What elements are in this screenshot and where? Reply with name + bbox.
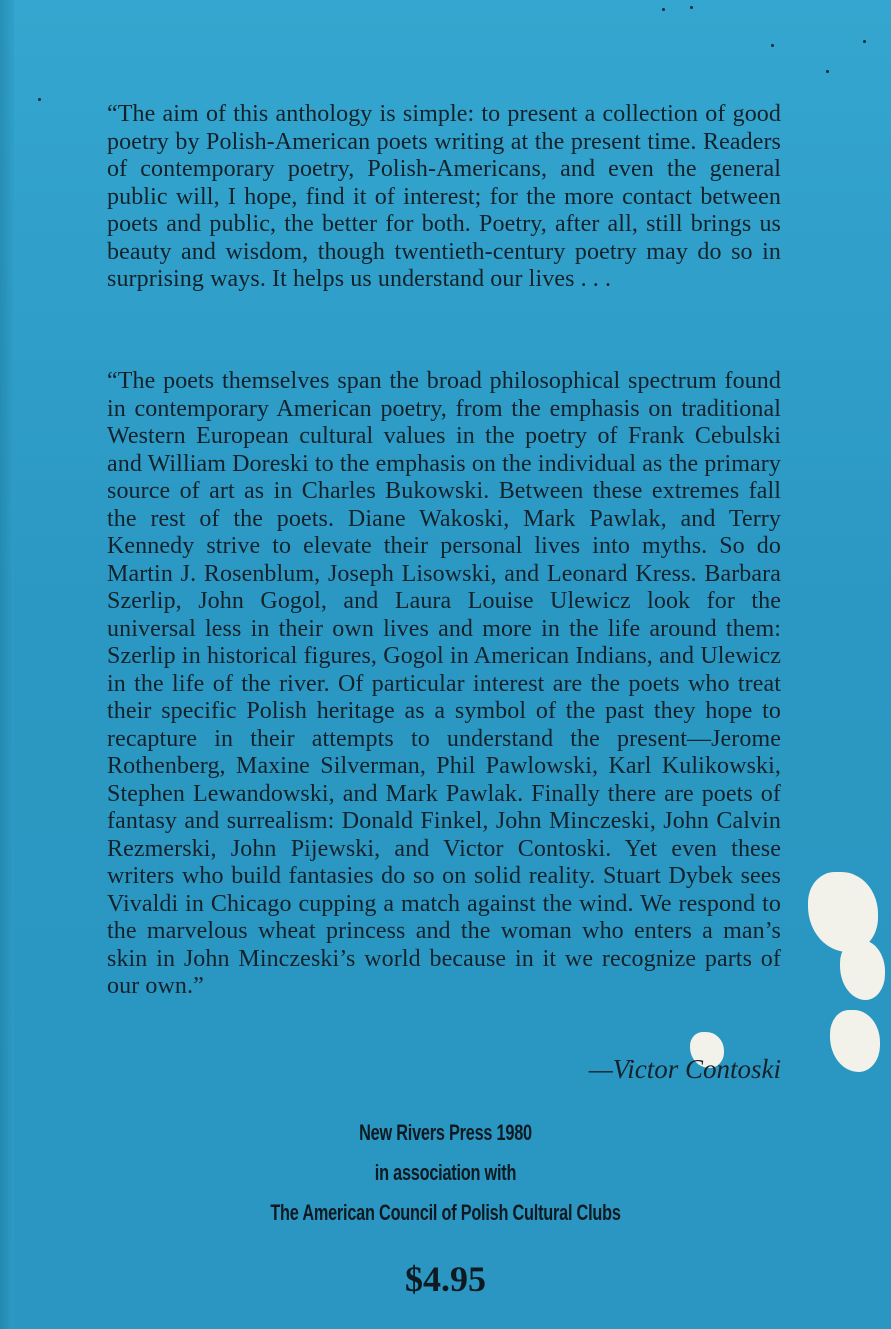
quote-attribution: —Victor Contoski xyxy=(588,1054,781,1084)
dirt-speck xyxy=(662,8,665,11)
quote-paragraph-2: “The poets themselves span the broad philosophical spectrum found in contemporary American poetry, from the emphasis on traditional Western European cultural values in the poetry of Frank Cebulski and William Doreski to the emphasis on the individual as the primary source of art as in Charles Bukowski. Between these extremes fall the rest of the poets. Diane Wakoski, Mark Pawlak, and Terry Kennedy strive to elevate their personal lives into myths. So do Martin J. Rosenblum, Joseph Lisowski, and Leonard Kress. Barbara Szerlip, John Gogol, and Laura Louise Ulewicz look for the universal less in their own lives and more in the life around them: Szerlip in historical figures, Gogol in American Indians, and Ulewicz in the life of the river. Of particular interest are the poets who treat their specific Polish heritage as a symbol of the past they hope to recapture in their attempts to understand the present—Jerome Rothenberg, Maxine Silverman, Phil Pawlowski, Karl Kulikowski, Stephen Lewandowski, and Mark Pawlak. Finally there are poets of fantasy and surrealism: Donald Finkel, John Minczeski, John Calvin Rezmerski, John Pijewski, and Victor Contoski. Yet even these writers who build fantasies do so on solid reality. Stuart Dybek sees Vivaldi in Chicago cupping a match against the wind. We respond to the marvelous wheat princess and the woman who enters a man’s skin in John Minczeski’s world because in it we recognize parts of our own.” xyxy=(107,368,781,999)
quote-paragraph-1: “The aim of this anthology is simple: to present a collection of good poetry by Polish-American poets writing at the present time. Readers of contemporary poetry, Polish-Americans, and even the general public will, I hope, find it of interest; for the more contact between poets and public, the better for both. Poetry, after all, still brings us beauty and wisdom, though twentieth-century poetry may do so in surprising ways. It helps us understand our lives . . . xyxy=(107,101,781,292)
dirt-speck xyxy=(826,70,829,73)
publisher-council-line: The American Council of Polish Cultural Clubs xyxy=(270,1200,621,1225)
cover-edge xyxy=(0,0,14,1329)
publisher-line: New Rivers Press 1980 xyxy=(359,1120,532,1145)
dirt-speck xyxy=(863,40,866,43)
publisher-association-line: in association with xyxy=(374,1160,517,1185)
dirt-speck xyxy=(690,6,693,9)
dirt-speck xyxy=(38,98,41,101)
price-label: $4.95 xyxy=(405,1259,486,1299)
dirt-speck xyxy=(771,44,774,47)
